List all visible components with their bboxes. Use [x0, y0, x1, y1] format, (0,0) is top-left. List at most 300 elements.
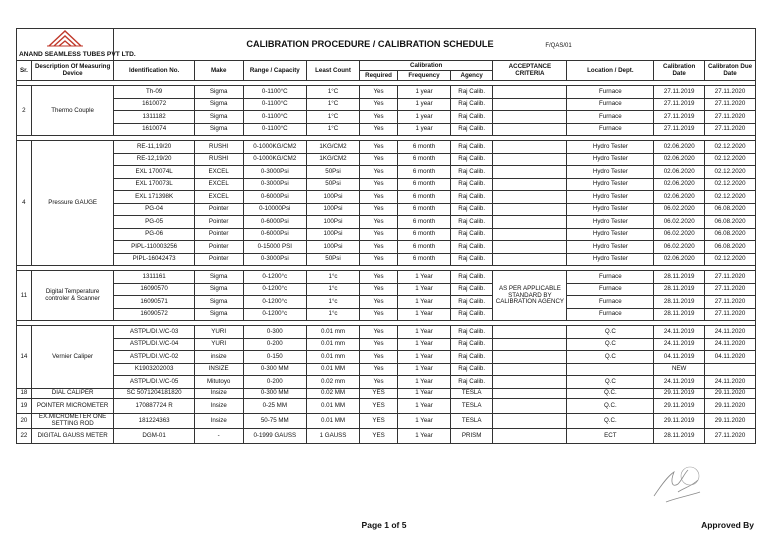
cell-criteria — [493, 191, 567, 204]
page-title: CALIBRATION PROCEDURE / CALIBRATION SCHEDULE — [246, 38, 494, 49]
cell-cal: 29.11.2019 — [654, 388, 705, 398]
cell-id: Th-09 — [114, 86, 194, 99]
cell-cal: 27.11.2019 — [654, 111, 705, 124]
cell-due: 27.11.2020 — [705, 428, 756, 443]
cell-agency: Raj Calib. — [451, 86, 493, 99]
cell-range: 0-300 MM — [243, 363, 307, 376]
cell-due: 27.11.2020 — [705, 98, 756, 111]
cell-due: 27.11.2020 — [705, 296, 756, 309]
calibration-schedule-table — [16, 28, 756, 444]
cell-id: 16090570 — [114, 283, 194, 296]
cell-id: 1610072 — [114, 98, 194, 111]
cell-device: Digital Temperature controler & Scanner — [31, 271, 114, 321]
cell-req: Yes — [359, 111, 397, 124]
cell-req: Yes — [359, 178, 397, 191]
cell-id: RE-12,19/20 — [114, 153, 194, 166]
table-row — [17, 228, 756, 241]
cell-loc: Hydro Tester — [567, 166, 654, 179]
header-range: Range / Capacity — [243, 61, 307, 81]
cell-agency: PRISM — [451, 428, 493, 443]
cell-device: EX.MICROMETER ONE SETTING ROD — [31, 413, 114, 428]
cell-agency: Raj Calib. — [451, 338, 493, 351]
cell-cal: 28.11.2019 — [654, 308, 705, 321]
cell-agency: TESLA — [451, 398, 493, 413]
cell-make: Mitutoyo — [194, 376, 243, 389]
cell-criteria — [493, 216, 567, 229]
cell-loc: Hydro Tester — [567, 241, 654, 254]
cell-make: Pointer — [194, 253, 243, 266]
cell-make: YURI — [194, 338, 243, 351]
cell-agency: Raj Calib. — [451, 166, 493, 179]
cell-cal: 02.06.2020 — [654, 141, 705, 154]
cell-criteria — [493, 98, 567, 111]
cell-cal: 27.11.2019 — [654, 98, 705, 111]
cell-due: 02.12.2020 — [705, 166, 756, 179]
page-number: Page 1 of 5 — [361, 520, 407, 530]
cell-range: 0-1100°C — [243, 123, 307, 136]
cell-freq: 1 Year — [398, 283, 451, 296]
cell-agency: Raj Calib. — [451, 153, 493, 166]
approved-by-label: Approved By — [701, 520, 754, 530]
table-row — [17, 271, 756, 284]
cell-criteria — [493, 141, 567, 154]
cell-make: RUSHI — [194, 141, 243, 154]
cell-due: 02.12.2020 — [705, 178, 756, 191]
cell-id: PIPL-110003256 — [114, 241, 194, 254]
cell-make: EXCEL — [194, 178, 243, 191]
cell-range: 0-15000 PSI — [243, 241, 307, 254]
company-cell — [17, 29, 136, 61]
cell-loc: Q.C — [567, 376, 654, 389]
cell-make: - — [194, 428, 243, 443]
table-row — [17, 191, 756, 204]
cell-range: 0-150 — [243, 351, 307, 364]
cell-freq: 1 year — [398, 111, 451, 124]
cell-id: ASTPL/DI.V/C-04 — [114, 338, 194, 351]
cell-due: 27.11.2020 — [705, 308, 756, 321]
cell-req: Yes — [359, 308, 397, 321]
cell-due: 27.11.2020 — [705, 283, 756, 296]
cell-id: PG-04 — [114, 203, 194, 216]
cell-least: 1KG/CM2 — [307, 153, 360, 166]
table-body — [17, 29, 756, 444]
cell-range: 0-1200°c — [243, 296, 307, 309]
cell-agency: TESLA — [451, 388, 493, 398]
cell-agency: Raj Calib. — [451, 216, 493, 229]
cell-least: 50Psi — [307, 166, 360, 179]
cell-agency: Raj Calib. — [451, 228, 493, 241]
cell-loc: Q.C. — [567, 398, 654, 413]
cell-agency: Raj Calib. — [451, 308, 493, 321]
table-row — [17, 111, 756, 124]
company-name: ANAND SEAMLESS TUBES PVT LTD. — [19, 50, 136, 58]
cell-range: 0-1000KG/CM2 — [243, 153, 307, 166]
cell-make: Sigma — [194, 296, 243, 309]
cell-due: 04.11.2020 — [705, 351, 756, 364]
cell-criteria — [493, 363, 567, 376]
cell-req: YES — [359, 398, 397, 413]
cell-loc: Hydro Tester — [567, 178, 654, 191]
header-due-date: Calibraton Due Date — [705, 61, 756, 81]
cell-least: 50Psi — [307, 253, 360, 266]
cell-loc: Q.C — [567, 338, 654, 351]
cell-freq: 1 year — [398, 86, 451, 99]
cell-agency: Raj Calib. — [451, 178, 493, 191]
cell-range: 0-6000Psi — [243, 191, 307, 204]
cell-due: 27.11.2020 — [705, 123, 756, 136]
header-least-count: Least Count — [307, 61, 360, 81]
table-row — [17, 241, 756, 254]
cell-freq: 1 Year — [398, 388, 451, 398]
cell-due: 27.11.2020 — [705, 86, 756, 99]
cell-freq: 6 month — [398, 216, 451, 229]
cell-criteria — [493, 351, 567, 364]
table-row — [17, 123, 756, 136]
cell-loc: Furnace — [567, 98, 654, 111]
cell-req: Yes — [359, 376, 397, 389]
cell-criteria — [493, 326, 567, 339]
cell-loc: Hydro Tester — [567, 191, 654, 204]
cell-range: 0-200 — [243, 338, 307, 351]
cell-id: 1610074 — [114, 123, 194, 136]
cell-criteria — [493, 123, 567, 136]
cell-req: Yes — [359, 98, 397, 111]
cell-id: EXL 170073L — [114, 178, 194, 191]
cell-due: 27.11.2020 — [705, 111, 756, 124]
cell-req: Yes — [359, 86, 397, 99]
cell-criteria — [493, 178, 567, 191]
cell-req: Yes — [359, 228, 397, 241]
cell-freq: 1 Year — [398, 428, 451, 443]
cell-loc: Hydro Tester — [567, 228, 654, 241]
cell-criteria — [493, 398, 567, 413]
cell-make: Pointer — [194, 228, 243, 241]
cell-cal: 28.11.2019 — [654, 296, 705, 309]
header-calibration: Calibration — [359, 61, 492, 71]
cell-freq: 6 month — [398, 203, 451, 216]
cell-id: PIPL-16042473 — [114, 253, 194, 266]
cell-range: 0-3000Psi — [243, 178, 307, 191]
cell-req: YES — [359, 413, 397, 428]
cell-criteria — [493, 153, 567, 166]
cell-agency: TESLA — [451, 413, 493, 428]
cell-cal: 24.11.2019 — [654, 338, 705, 351]
cell-agency: Raj Calib. — [451, 326, 493, 339]
header-id: Identification No. — [114, 61, 194, 81]
cell-loc: Furnace — [567, 111, 654, 124]
cell-cal: 06.02.2020 — [654, 241, 705, 254]
cell-make: insize — [194, 351, 243, 364]
cell-freq: 1 Year — [398, 271, 451, 284]
header-cal-date: Calibration Date — [654, 61, 705, 81]
cell-req: Yes — [359, 351, 397, 364]
cell-agency: Raj Calib. — [451, 191, 493, 204]
cell-due: 06.08.2020 — [705, 228, 756, 241]
cell-req: Yes — [359, 166, 397, 179]
cell-criteria — [493, 413, 567, 428]
cell-cal: 24.11.2019 — [654, 326, 705, 339]
cell-freq: 1 Year — [398, 338, 451, 351]
table-row — [17, 388, 756, 398]
cell-make: Sigma — [194, 123, 243, 136]
cell-make: Pointer — [194, 203, 243, 216]
cell-freq: 1 Year — [398, 308, 451, 321]
header-location: Location / Dept. — [567, 61, 654, 81]
company-logo-icon — [45, 29, 85, 47]
cell-loc: Furnace — [567, 296, 654, 309]
cell-sr: 11 — [17, 271, 32, 321]
cell-loc: Furnace — [567, 308, 654, 321]
cell-loc: Hydro Tester — [567, 141, 654, 154]
cell-agency: Raj Calib. — [451, 98, 493, 111]
table-row — [17, 376, 756, 389]
cell-agency: Raj Calib. — [451, 283, 493, 296]
cell-make: Sigma — [194, 283, 243, 296]
cell-cal: NEW — [654, 363, 705, 376]
cell-req: YES — [359, 428, 397, 443]
cell-range: 0-6000Psi — [243, 216, 307, 229]
cell-id: PG-06 — [114, 228, 194, 241]
cell-due: 27.11.2020 — [705, 271, 756, 284]
cell-cal: 02.06.2020 — [654, 253, 705, 266]
cell-criteria — [493, 376, 567, 389]
header-agency: Agency — [451, 71, 493, 81]
cell-make: Pointer — [194, 241, 243, 254]
cell-id: ASTPL/DI.V/C-05 — [114, 376, 194, 389]
cell-least: 1°c — [307, 271, 360, 284]
cell-agency: Raj Calib. — [451, 123, 493, 136]
cell-cal: 29.11.2019 — [654, 413, 705, 428]
cell-criteria — [493, 86, 567, 99]
cell-range: 0-3000Psi — [243, 253, 307, 266]
cell-make: EXCEL — [194, 166, 243, 179]
cell-due: 24.11.2020 — [705, 338, 756, 351]
cell-id: K1903202003 — [114, 363, 194, 376]
cell-cal: 02.06.2020 — [654, 191, 705, 204]
cell-agency: Raj Calib. — [451, 241, 493, 254]
cell-id: DGM-01 — [114, 428, 194, 443]
cell-device: Pressure GAUGE — [31, 141, 114, 266]
cell-device: Vernier Caliper — [31, 326, 114, 389]
cell-least: 0.02 mm — [307, 376, 360, 389]
cell-least: 0.02 MM — [307, 388, 360, 398]
cell-due: 24.11.2020 — [705, 326, 756, 339]
document-number: F/QAS/01 — [545, 42, 572, 49]
cell-least: 0.01 MM — [307, 398, 360, 413]
cell-freq: 6 month — [398, 241, 451, 254]
cell-cal: 28.11.2019 — [654, 283, 705, 296]
cell-make: Insize — [194, 398, 243, 413]
cell-cal: 24.11.2019 — [654, 376, 705, 389]
cell-due: 02.12.2020 — [705, 141, 756, 154]
cell-make: Sigma — [194, 308, 243, 321]
cell-least: 100Psi — [307, 228, 360, 241]
cell-agency: Raj Calib. — [451, 363, 493, 376]
cell-range: 0-6000Psi — [243, 228, 307, 241]
title-cell — [114, 29, 756, 61]
header-criteria: ACCEPTANCE CRITERIA — [493, 61, 567, 81]
cell-req: Yes — [359, 283, 397, 296]
table-row — [17, 98, 756, 111]
cell-cal: 27.11.2019 — [654, 123, 705, 136]
cell-least: 100Psi — [307, 203, 360, 216]
cell-loc: Hydro Tester — [567, 203, 654, 216]
cell-loc: Hydro Tester — [567, 253, 654, 266]
table-row — [17, 363, 756, 376]
cell-sr: 18 — [17, 388, 32, 398]
cell-make: INSIZE — [194, 363, 243, 376]
cell-least: 0.01 MM — [307, 363, 360, 376]
cell-agency: Raj Calib. — [451, 253, 493, 266]
cell-req: Yes — [359, 191, 397, 204]
cell-due: 06.08.2020 — [705, 216, 756, 229]
cell-least: 100Psi — [307, 241, 360, 254]
cell-least: 1°c — [307, 296, 360, 309]
cell-make: Insize — [194, 388, 243, 398]
cell-least: 1°c — [307, 283, 360, 296]
cell-range: 0-1100°C — [243, 111, 307, 124]
cell-range: 50-75 MM — [243, 413, 307, 428]
cell-freq: 1 year — [398, 98, 451, 111]
cell-id: 16090572 — [114, 308, 194, 321]
cell-freq: 1 Year — [398, 376, 451, 389]
cell-range: 0-1100°C — [243, 98, 307, 111]
cell-agency: Raj Calib. — [451, 296, 493, 309]
cell-id: PG-05 — [114, 216, 194, 229]
acceptance-criteria-cell: AS PER APPLICABLE STANDARD BY CALIBRATION AGENCY — [493, 271, 567, 321]
cell-device: POINTER MICROMETER — [31, 398, 114, 413]
header-row-1 — [17, 61, 756, 71]
cell-make: Sigma — [194, 98, 243, 111]
cell-criteria — [493, 111, 567, 124]
cell-id: 1311182 — [114, 111, 194, 124]
header-sr: Sr. — [17, 61, 32, 81]
cell-loc: Furnace — [567, 86, 654, 99]
cell-agency: Raj Calib. — [451, 111, 493, 124]
cell-agency: Raj Calib. — [451, 351, 493, 364]
cell-least: 1°C — [307, 123, 360, 136]
cell-cal: 28.11.2019 — [654, 428, 705, 443]
cell-freq: 6 month — [398, 191, 451, 204]
cell-id: 16090571 — [114, 296, 194, 309]
cell-sr: 14 — [17, 326, 32, 389]
cell-cal: 06.02.2020 — [654, 203, 705, 216]
cell-cal: 06.02.2020 — [654, 216, 705, 229]
cell-range: 0-1200°c — [243, 308, 307, 321]
table-row — [17, 153, 756, 166]
table-row — [17, 296, 756, 309]
cell-agency: Raj Calib. — [451, 141, 493, 154]
header-required: Required — [359, 71, 397, 81]
cell-req: Yes — [359, 271, 397, 284]
cell-req: Yes — [359, 123, 397, 136]
cell-freq: 1 Year — [398, 363, 451, 376]
cell-least: 1°c — [307, 308, 360, 321]
cell-range: 0-1200°c — [243, 271, 307, 284]
cell-least: 0.01 MM — [307, 413, 360, 428]
cell-criteria — [493, 388, 567, 398]
cell-req: Yes — [359, 153, 397, 166]
table-row — [17, 203, 756, 216]
cell-id: 181224363 — [114, 413, 194, 428]
cell-range: 0-3000Psi — [243, 166, 307, 179]
cell-due: 06.08.2020 — [705, 241, 756, 254]
cell-freq: 6 month — [398, 228, 451, 241]
table-row — [17, 166, 756, 179]
cell-device: DIAL CALIPER — [31, 388, 114, 398]
cell-freq: 6 month — [398, 178, 451, 191]
cell-loc: Furnace — [567, 123, 654, 136]
cell-req: Yes — [359, 241, 397, 254]
cell-req: YES — [359, 388, 397, 398]
cell-freq: 6 month — [398, 153, 451, 166]
table-row — [17, 338, 756, 351]
cell-criteria — [493, 253, 567, 266]
cell-id: SC 5071204181820 — [114, 388, 194, 398]
cell-device: DIGITAL GAUSS METER — [31, 428, 114, 443]
cell-make: YURI — [194, 326, 243, 339]
cell-least: 1 GAUSS — [307, 428, 360, 443]
cell-loc: Q.C — [567, 326, 654, 339]
cell-id: EXL 171398K — [114, 191, 194, 204]
cell-range: 0-1000KG/CM2 — [243, 141, 307, 154]
cell-make: Pointer — [194, 216, 243, 229]
cell-least: 50Psi — [307, 178, 360, 191]
cell-cal: 02.06.2020 — [654, 166, 705, 179]
cell-freq: 1 Year — [398, 413, 451, 428]
cell-cal: 02.06.2020 — [654, 153, 705, 166]
cell-req: Yes — [359, 253, 397, 266]
cell-criteria — [493, 203, 567, 216]
cell-freq: 1 Year — [398, 296, 451, 309]
cell-due — [705, 363, 756, 376]
cell-least: 1°C — [307, 86, 360, 99]
cell-id: EXL 170074L — [114, 166, 194, 179]
cell-id: 1311161 — [114, 271, 194, 284]
cell-make: Sigma — [194, 86, 243, 99]
cell-range: 0-200 — [243, 376, 307, 389]
cell-range: 0-1200°c — [243, 283, 307, 296]
cell-criteria — [493, 428, 567, 443]
cell-agency: Raj Calib. — [451, 203, 493, 216]
cell-cal: 02.06.2020 — [654, 178, 705, 191]
cell-agency: Raj Calib. — [451, 271, 493, 284]
table-row — [17, 253, 756, 266]
cell-make: EXCEL — [194, 191, 243, 204]
cell-freq: 1 year — [398, 123, 451, 136]
cell-loc: Furnace — [567, 283, 654, 296]
header-device: Description Of Measuring Device — [31, 61, 114, 81]
cell-least: 0.01 mm — [307, 351, 360, 364]
cell-loc: Furnace — [567, 271, 654, 284]
cell-req: Yes — [359, 141, 397, 154]
table-row — [17, 86, 756, 99]
cell-due: 02.12.2020 — [705, 153, 756, 166]
cell-sr: 19 — [17, 398, 32, 413]
table-row — [17, 216, 756, 229]
cell-least: 100Psi — [307, 191, 360, 204]
cell-id: ASTPL/DI.V/C-03 — [114, 326, 194, 339]
cell-due: 29.11.2020 — [705, 388, 756, 398]
cell-criteria — [493, 338, 567, 351]
cell-req: Yes — [359, 203, 397, 216]
cell-range: 0-10000Psi — [243, 203, 307, 216]
cell-freq: 6 month — [398, 141, 451, 154]
cell-id: ASTPL/DI.V/C-02 — [114, 351, 194, 364]
cell-freq: 6 month — [398, 253, 451, 266]
header-frequency: Frequency — [398, 71, 451, 81]
cell-req: Yes — [359, 363, 397, 376]
